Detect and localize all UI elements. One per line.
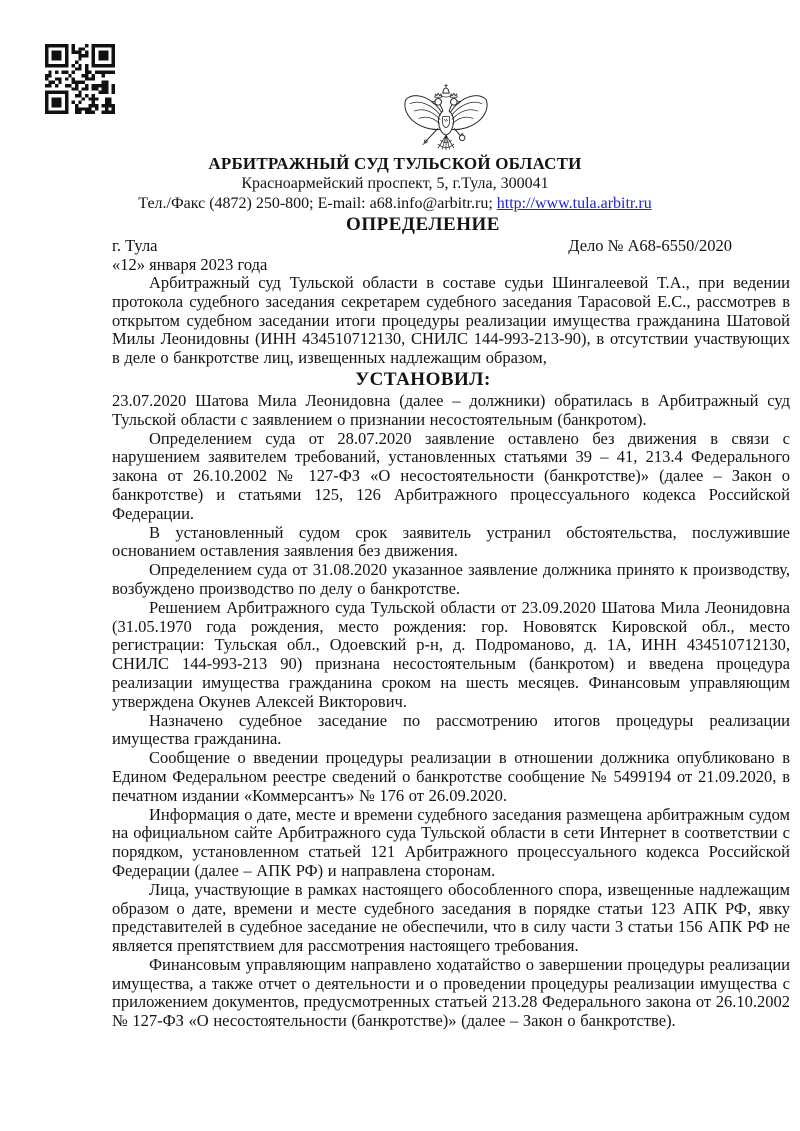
body-paragraph-8: Информация о дате, месте и времени судебного заседания размещена арбитражным судом на официальном сайте Арбитражного суда Тульской области в сети Интернет в соответствии с порядком, установленном статьей 121 Арбитражного процессуального кодекса Российской Федерации (далее – АПК РФ) и направлена сторонам. <box>112 804 790 880</box>
document-type-heading: ОПРЕДЕЛЕНИЕ <box>346 214 500 235</box>
court-website-link[interactable]: http://www.tula.arbitr.ru <box>496 195 652 212</box>
document-header <box>112 153 678 214</box>
document-body <box>112 153 790 1031</box>
case-number: Дело № А68-6550/2020 <box>568 236 732 255</box>
body-paragraph-2: Определением суда от 28.07.2020 заявление оставлено без движения в связи с нарушением заявителем требований, установленных статьями 39 – 41, 213.4 Федерального закона от 26.10.2002 № 127-ФЗ «О несостоятельности (банкротстве)» (далее – Закон о банкротстве) и статьями 125, 126 Арбитражного процессуального кодекса Российской Федерации. <box>112 428 790 523</box>
body-paragraph-6: Назначено судебное заседание по рассмотрению итогов процедуры реализации имущества гражданина. <box>112 710 790 749</box>
court-contacts <box>112 194 678 214</box>
body-paragraph-1: 23.07.2020 Шатова Мила Леонидовна (далее – должники) обратилась в Арбитражный суд Тульской области с заявлением о признании несостоятельным (банкротом). <box>112 390 790 429</box>
qr-code <box>45 44 115 114</box>
body-paragraph-4: Определением суда от 31.08.2020 указанное заявление должника принято к производству, возбуждено производство по делу о банкротстве. <box>112 560 790 598</box>
russian-coat-of-arms-icon <box>399 82 493 154</box>
contacts-text: Тел./Факс (4872) 250-800; E-mail: a68.info@arbitr.ru; <box>138 195 497 212</box>
case-date: «12» января 2023 года <box>112 255 268 274</box>
ruling-heading: УСТАНОВИЛ: <box>355 368 491 390</box>
body-paragraph-5: Решением Арбитражного суда Тульской области от 23.09.2020 Шатова Мила Леонидовна (31.05.1970 года рождения, место рождения: гор. Нововятск Кировской обл., место регистрации: Тульская обл., Одоевский р-н, д. Подроманово, д. 1А, ИНН 434510712130, СНИЛС 144-993-213 90) признана несостоятельным (банкротом) и введена процедура реализации имущества гражданина сроком на шесть месяцев. Финансовым управляющим утверждена Окунев Алексей Викторович. <box>112 597 790 711</box>
case-info-line <box>112 236 790 255</box>
body-paragraph-3: В установленный судом срок заявитель устранил обстоятельства, послужившие основанием оставления заявления без движения. <box>112 522 790 561</box>
court-name: АРБИТРАЖНЫЙ СУД ТУЛЬСКОЙ ОБЛАСТИ <box>208 154 582 173</box>
case-city: г. Тула <box>112 236 158 255</box>
court-address: Красноармейский проспект, 5, г.Тула, 300041 <box>241 175 549 192</box>
body-paragraph-7: Сообщение о введении процедуры реализации в отношении должника опубликовано в Едином Федеральном реестре сведений о банкротстве сообщение № 5499194 от 21.09.2020, в печатном издании «Коммерсантъ» № 176 от 26.09.2020. <box>112 748 790 805</box>
body-paragraph-10: Финансовым управляющим направлено ходатайство о завершении процедуры реализации имущества, а также отчет о деятельности и о проведении процедуры реализации имущества с приложением документов, предусмотренных статьей 213.28 Федерального закона от 26.10.2002 № 127-ФЗ «О несостоятельности (банкротстве)» (далее – Закон о банкротстве). <box>112 954 790 1031</box>
body-paragraph-9: Лица, участвующие в рамках настоящего обособленного спора, извещенные надлежащим образом о дате, времени и месте судебного заседания в порядке статьи 123 АПК РФ, явку представителей в судебное заседание не обеспечили, что в силу части 3 статьи 156 АПК РФ не является препятствием для рассмотрения настоящего требования. <box>112 879 790 956</box>
intro-paragraph: Арбитражный суд Тульской области в составе судьи Шингалеевой Т.А., при ведении протокола судебного заседания секретарем судебного заседания Тарасовой Е.С., рассмотрев в открытом судебном заседании итоги процедуры реализации имущества гражданина Шатовой Милы Леонидовны (ИНН 434510712130, СНИЛС 144-993-213-90), в отсутствии участвующих в деле о банкротстве лиц, извещенных надлежащим образом, <box>112 273 790 368</box>
